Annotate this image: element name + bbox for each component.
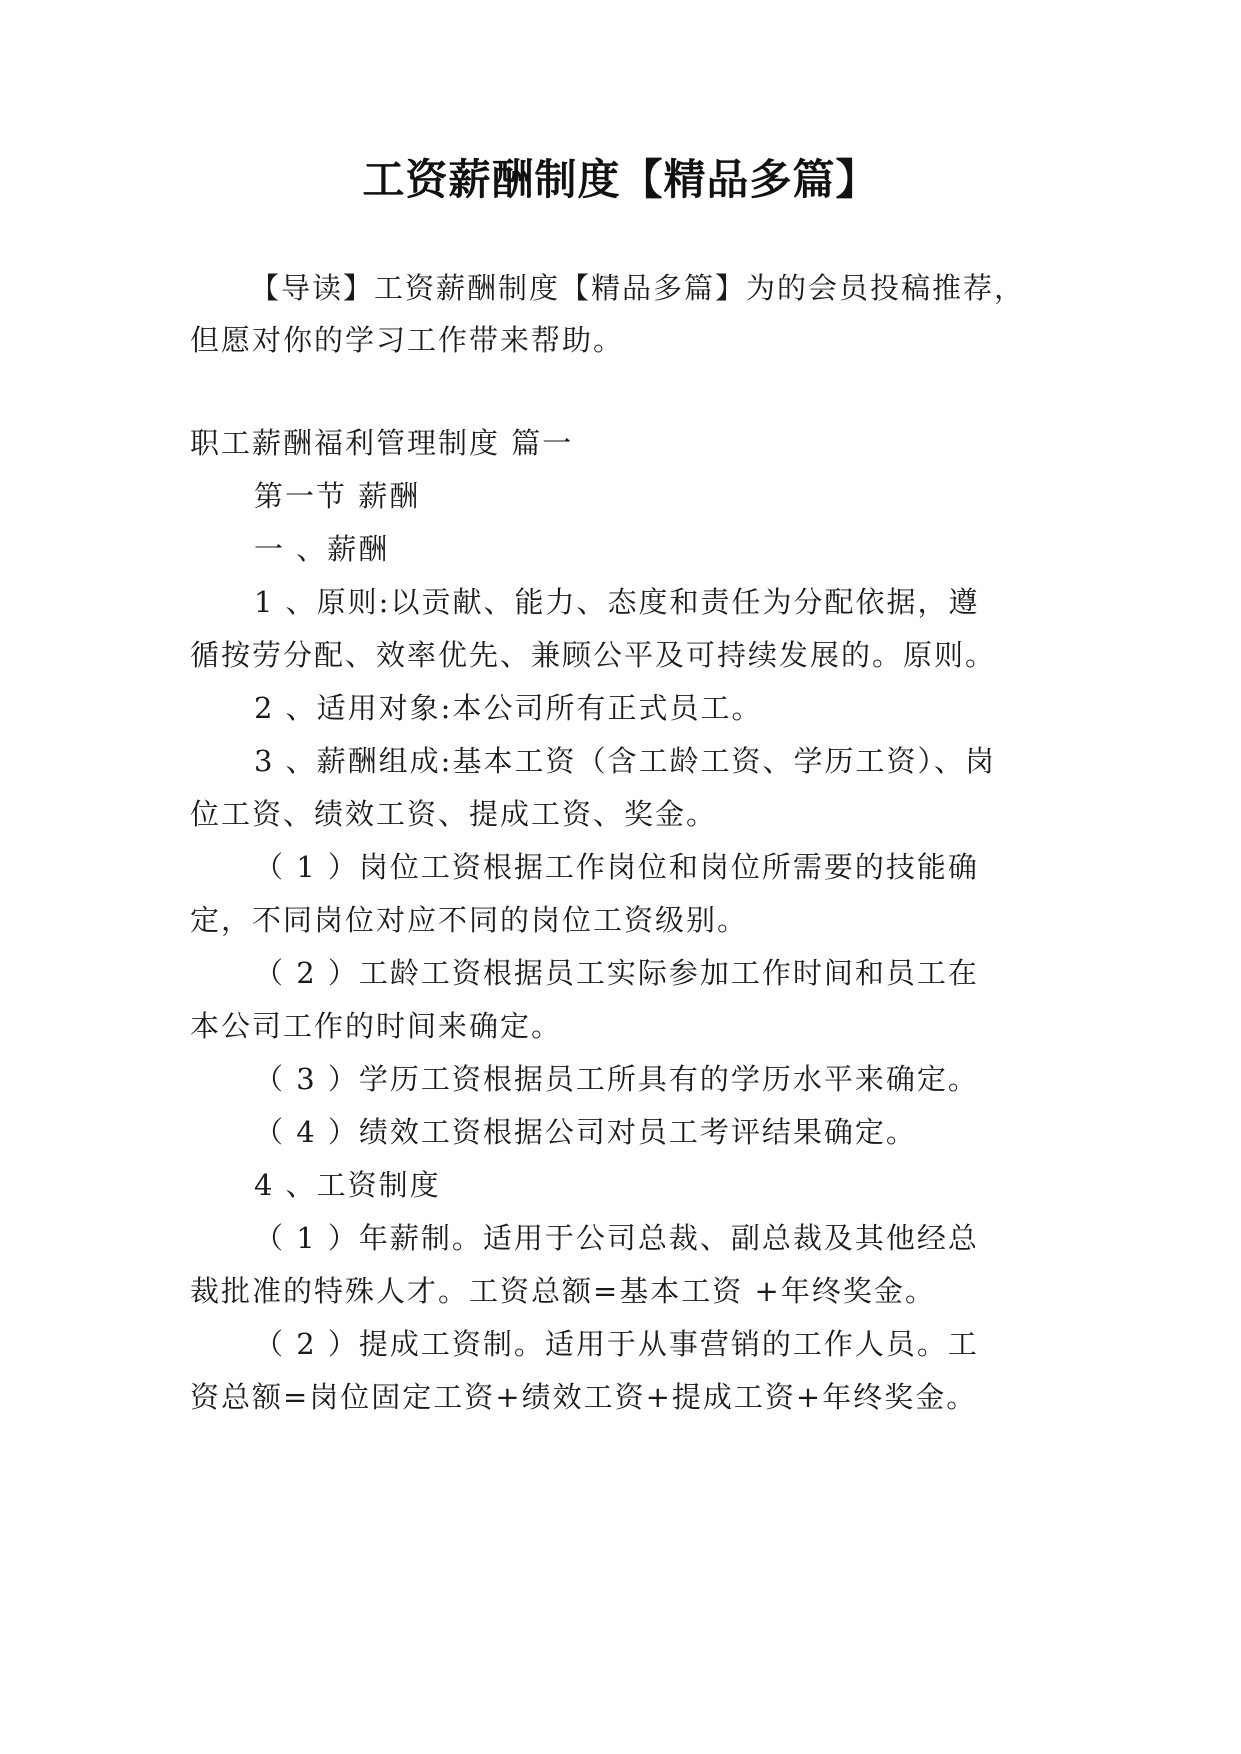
sub-heading: 一 、薪酬 bbox=[254, 532, 390, 566]
intro-line-2: 但愿对你的学习工作带来帮助。 bbox=[190, 323, 625, 357]
item3-line-1: 3 、薪酬组成:基本工资（含工龄工资、学历工资）、岗 bbox=[254, 744, 996, 778]
wage1-line-1: （ 1 ）年薪制。适用于公司总裁、副总裁及其他经总 bbox=[254, 1221, 979, 1255]
wage2-line-1: （ 2 ）提成工资制。适用于从事营销的工作人员。工 bbox=[254, 1327, 979, 1361]
item3-line-2: 位工资、绩效工资、提成工资、奖金。 bbox=[190, 797, 718, 831]
item1-line-2: 循按劳分配、效率优先、兼顾公平及可持续发展的。原则。 bbox=[190, 638, 997, 672]
wage2-line-2: 资总额=岗位固定工资+绩效工资+提成工资+年终奖金。 bbox=[190, 1380, 978, 1414]
intro-line-1: 【导读】工资薪酬制度【精品多篇】为的会员投稿推荐， bbox=[250, 271, 1026, 305]
chapter-heading: 第一节 薪酬 bbox=[254, 479, 421, 513]
document-title: 工资薪酬制度【精品多篇】 bbox=[362, 155, 879, 204]
item2: 2 、适用对象:本公司所有正式员工。 bbox=[254, 691, 763, 725]
section-heading: 职工薪酬福利管理制度 篇一 bbox=[190, 426, 574, 460]
item4: 4 、工资制度 bbox=[254, 1168, 441, 1202]
sub2-line-1: （ 2 ）工龄工资根据员工实际参加工作时间和员工在 bbox=[254, 956, 979, 990]
sub4: （ 4 ）绩效工资根据公司对员工考评结果确定。 bbox=[254, 1115, 917, 1149]
wage1-line-2: 裁批准的特殊人才。工资总额=基本工资 +年终奖金。 bbox=[190, 1274, 936, 1308]
sub1-line-2: 定，不同岗位对应不同的岗位工资级别。 bbox=[190, 903, 749, 937]
item1-line-1: 1 、原则:以贡献、能力、态度和责任为分配依据，遵 bbox=[254, 585, 980, 619]
sub3: （ 3 ）学历工资根据员工所具有的学历水平来确定。 bbox=[254, 1062, 979, 1096]
sub1-line-1: （ 1 ）岗位工资根据工作岗位和岗位所需要的技能确 bbox=[254, 850, 979, 884]
sub2-line-2: 本公司工作的时间来确定。 bbox=[190, 1009, 563, 1043]
